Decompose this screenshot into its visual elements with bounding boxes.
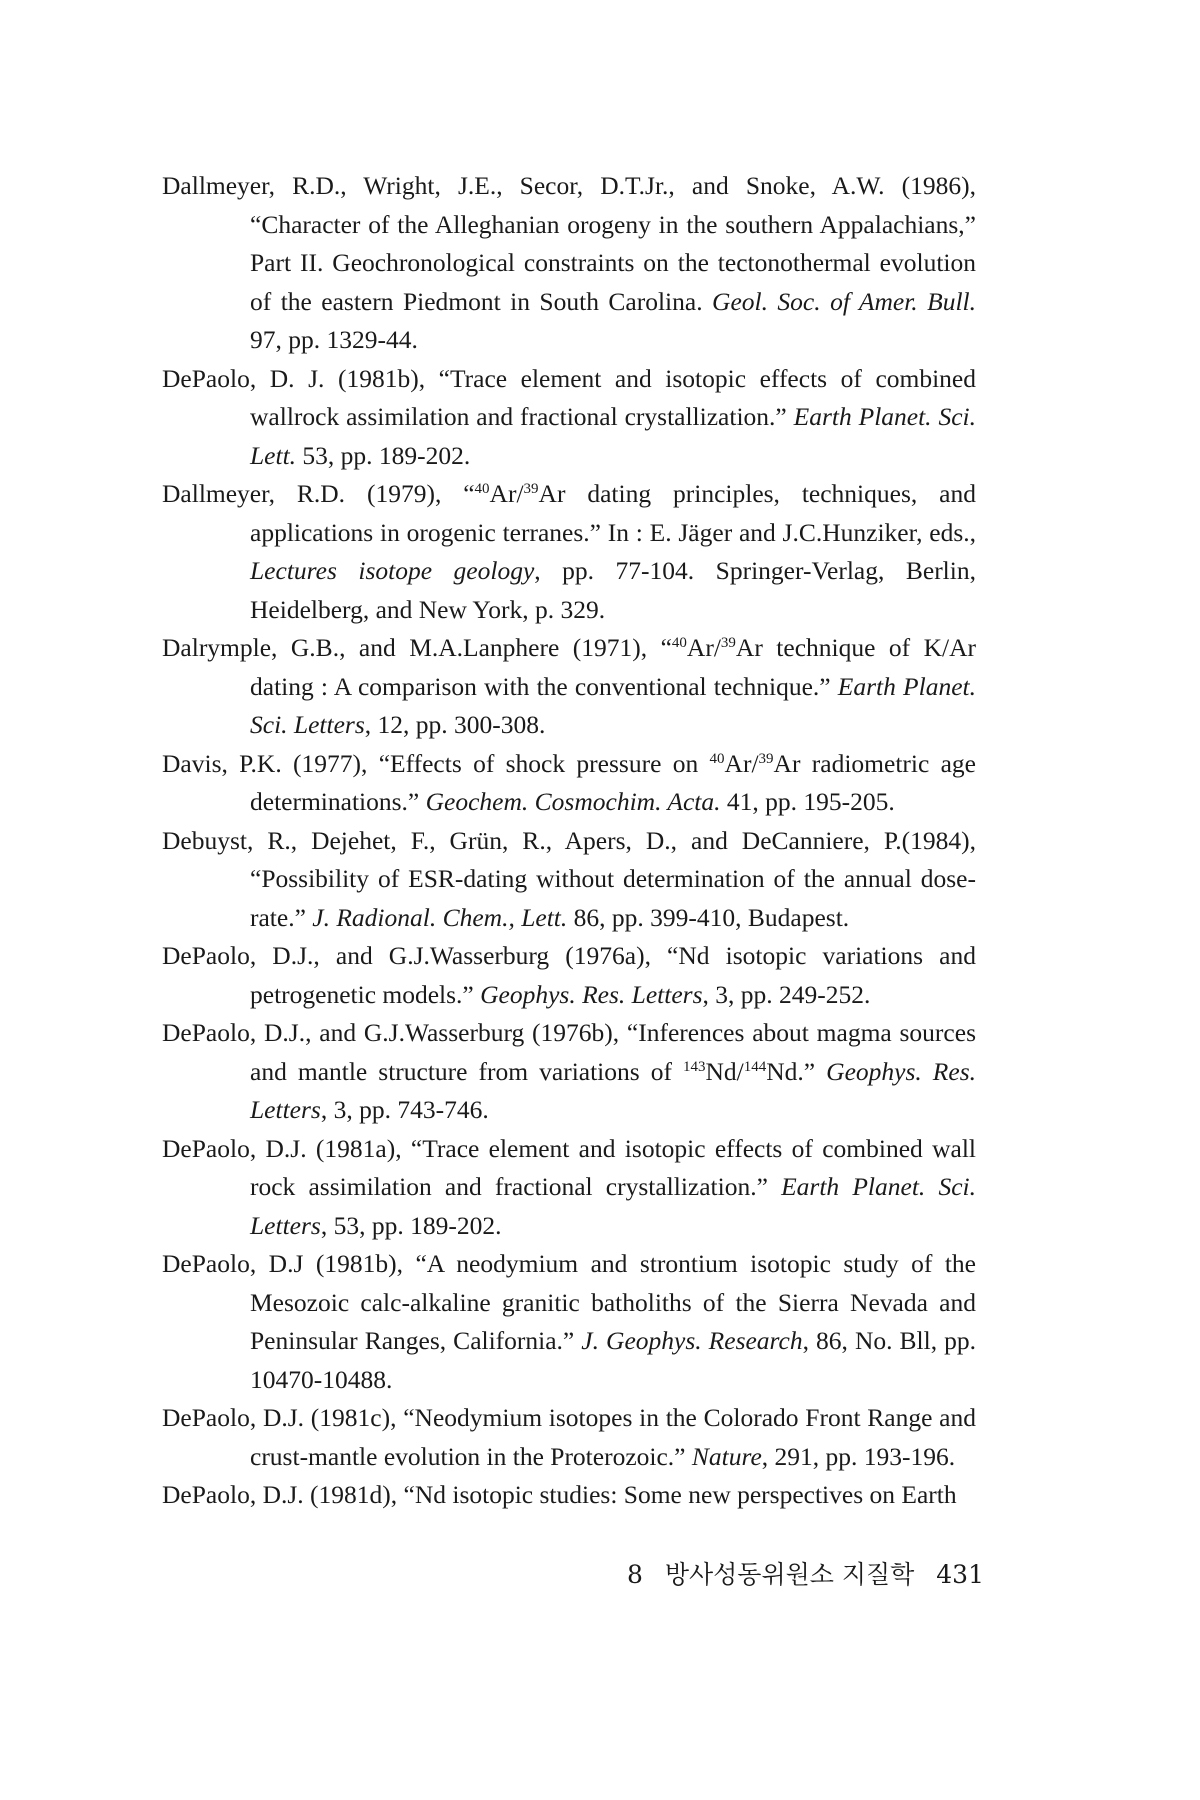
reference-entry: DePaolo, D.J. (1981c), “Neodymium isotopes in the Colorado Front Range and crust-mantle evolution in the Proterozoic.” Nature, 291, pp. 193-196.: [162, 1403, 976, 1471]
footer-chapter-number: 8: [627, 1560, 643, 1589]
reference-entry: Dallmeyer, R.D., Wright, J.E., Secor, D.T.Jr., and Snoke, A.W. (1986), “Character of the Alleghanian orogeny in the southern Appalachians,” Part II. Geochronological constraints on the tectonothermal evolution of the eastern Piedmont in South Carolina. Geol. Soc. of Amer. Bull. 97, pp. 1329-44.: [162, 171, 976, 354]
reference-list: [162, 167, 976, 1515]
reference-entry: Davis, P.K. (1977), “Effects of shock pressure on $^{40}$Ar/$^{39}$Ar radiometric age determinations.” Geochem. Cosmochim. Acta. 41, pp. 195-205.: [162, 748, 976, 816]
reference-entry: DePaolo, D.J. (1981d), “Nd isotopic studies: Some new perspectives on Earth: [162, 1480, 957, 1509]
reference-entry: DePaolo, D.J., and G.J.Wasserburg (1976a), “Nd isotopic variations and petrogenetic models.” Geophys. Res. Letters, 3, pp. 249-252.: [162, 941, 976, 1009]
reference-entry: Dallmeyer, R.D. (1979), “$^{40}$Ar/$^{39}$Ar dating principles, techniques, and applications in orogenic terranes.” In : E. Jäger and J.C.Hunziker, eds., Lectures isotope geology, pp. 77-104. Springer-Verlag, Berlin, Heidelberg, and New York, p. 329.: [162, 479, 976, 624]
page-number: 431: [936, 1560, 984, 1589]
page-footer: [627, 1555, 998, 1591]
footer-chapter-title: 방사성동위원소 지질학: [664, 1560, 915, 1589]
reference-entry: DePaolo, D.J (1981b), “A neodymium and strontium isotopic study of the Mesozoic calc-alkaline granitic batholiths of the Sierra Nevada and Peninsular Ranges, California.” J. Geophys. Research, 86, No. Bll, pp. 10470-10488.: [162, 1249, 976, 1394]
reference-entry: Debuyst, R., Dejehet, F., Grün, R., Apers, D., and DeCanniere, P.(1984), “Possibility of ESR-dating without determination of the annual dose-rate.” J. Radional. Chem., Lett. 86, pp. 399-410, Budapest.: [162, 825, 976, 932]
reference-entry: DePaolo, D.J., and G.J.Wasserburg (1976b), “Inferences about magma sources and mantle structure from variations of $^{143}$Nd/$^{144}$Nd.” Geophys. Res. Letters, 3, pp. 743-746.: [162, 1018, 977, 1124]
reference-entry: DePaolo, D.J. (1981a), “Trace element and isotopic effects of combined wall rock assimilation and fractional crystallization.” Earth Planet. Sci. Letters, 53, pp. 189-202.: [162, 1133, 976, 1240]
reference-entry: DePaolo, D. J. (1981b), “Trace element and isotopic effects of combined wallrock assimilation and fractional crystallization.” Earth Planet. Sci. Lett. 53, pp. 189-202.: [162, 363, 976, 470]
reference-entry: Dalrymple, G.B., and M.A.Lanphere (1971), “$^{40}$Ar/$^{39}$Ar technique of K/Ar dating : A comparison with the conventional technique.” Earth Planet. Sci. Letters, 12, pp. 300-308.: [162, 633, 977, 739]
